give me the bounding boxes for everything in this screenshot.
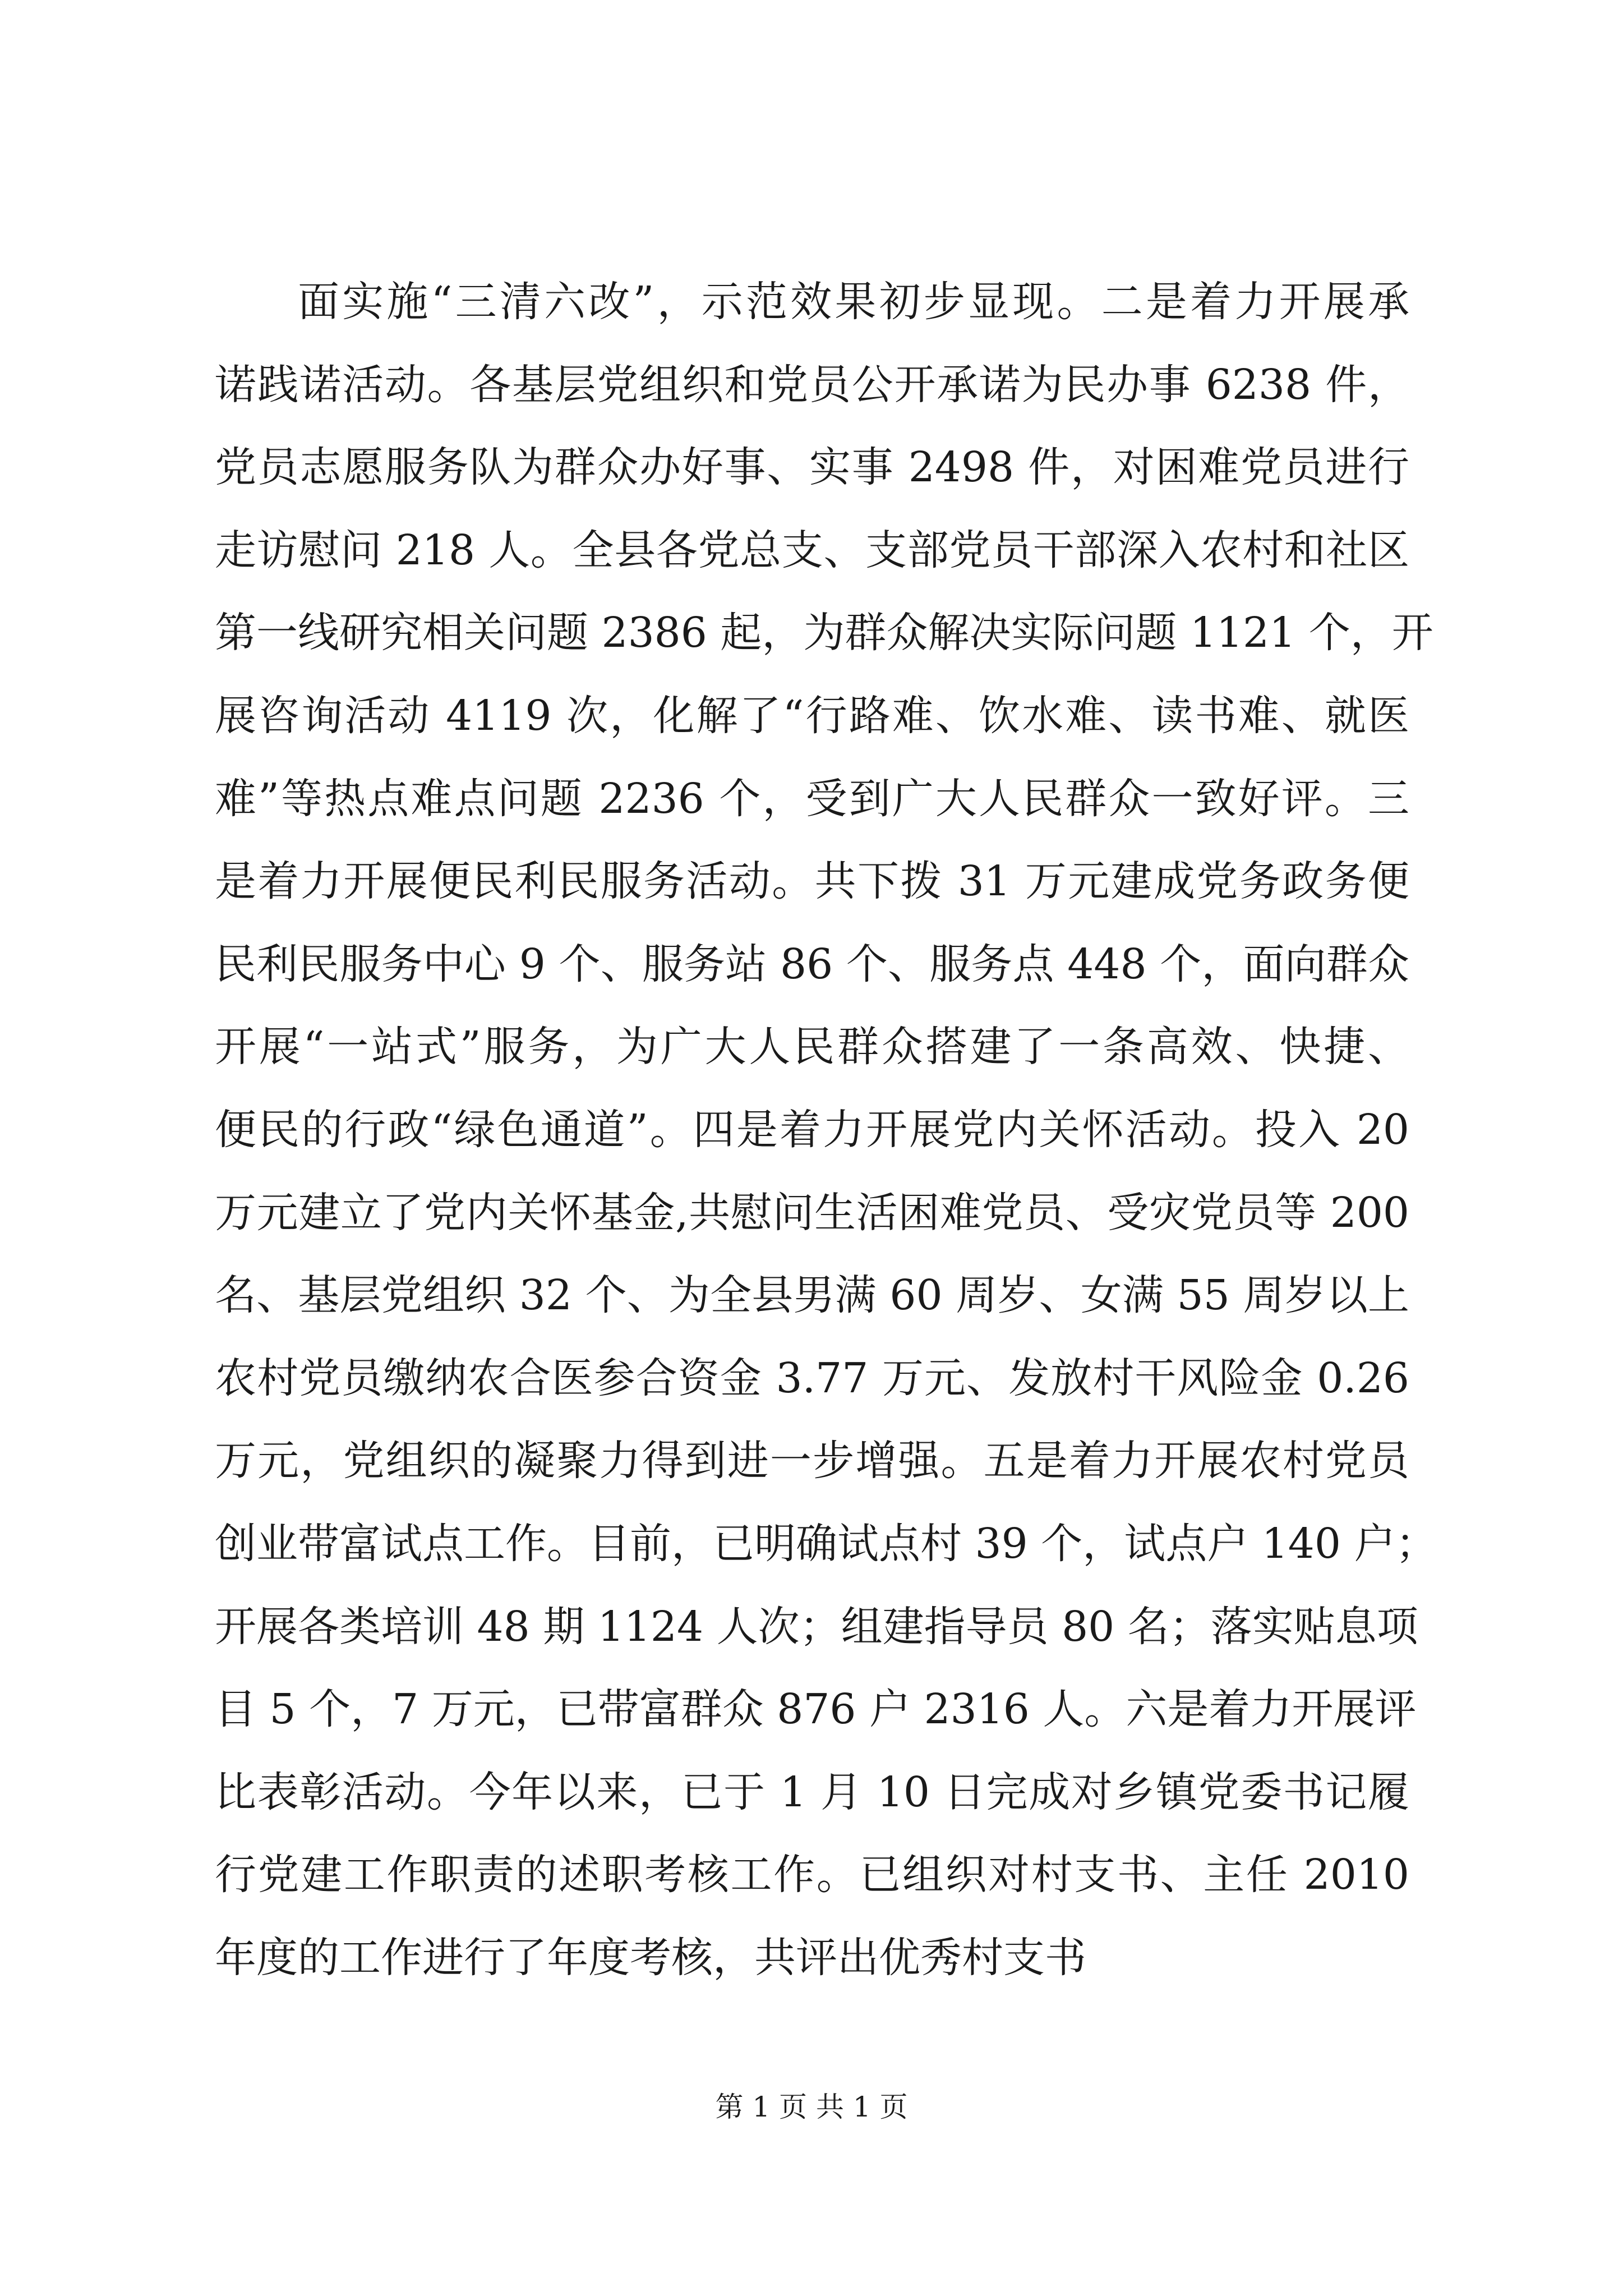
text-line: 难”等热点难点问题 2236 个，受到广大人民群众一致好评。三 <box>215 774 1409 823</box>
body-text <box>215 261 1437 1999</box>
text-line: 便民的行政“绿色通道”。四是着力开展党内关怀活动。投入 20 <box>215 1105 1409 1154</box>
text-line: 党员志愿服务队为群众办好事、实事 2498 件，对困难党员进行 <box>215 443 1409 492</box>
text-line: 走访慰问 218 人。全县各党总支、支部党员干部深入农村和社区 <box>215 526 1409 574</box>
text-line: 名、基层党组织 32 个、为全县男满 60 周岁、女满 55 周岁以上 <box>215 1271 1409 1320</box>
text-line: 展咨询活动 4119 次，化解了“行路难、饮水难、读书难、就医 <box>215 691 1409 740</box>
page-footer <box>0 2090 1623 2124</box>
page-number-label: 第 1 页 共 1 页 <box>715 2091 908 2123</box>
text-line: 民利民服务中心 9 个、服务站 86 个、服务点 448 个，面向群众 <box>215 940 1409 988</box>
text-line: 面实施“三清六改”，示范效果初步显现。二是着力开展承 <box>298 278 1409 326</box>
text-line: 诺践诺活动。各基层党组织和党员公开承诺为民办事 6238 件， <box>215 360 1409 409</box>
text-line: 是着力开展便民利民服务活动。共下拨 31 万元建成党务政务便 <box>215 857 1409 906</box>
text-line: 年度的工作进行了年度考核，共评出优秀村支书 <box>215 1933 1086 1982</box>
text-line: 农村党员缴纳农合医参合资金 3.77 万元、发放村干风险金 0.26 <box>215 1354 1409 1402</box>
text-line: 创业带富试点工作。目前，已明确试点村 39 个，试点户 140 户； <box>215 1519 1437 1568</box>
text-line: 开展各类培训 48 期 1124 人次；组建指导员 80 名；落实贴息项 <box>215 1602 1418 1651</box>
text-line: 开展“一站式”服务，为广大人民群众搭建了一条高效、快捷、 <box>215 1023 1409 1071</box>
text-line: 万元，党组织的凝聚力得到进一步增强。五是着力开展农村党员 <box>215 1437 1409 1485</box>
text-line: 目 5 个，7 万元，已带富群众 876 户 2316 人。六是着力开展评 <box>215 1685 1417 1734</box>
text-line: 比表彰活动。今年以来，已于 1 月 10 日完成对乡镇党委书记履 <box>215 1768 1409 1816</box>
text-line: 万元建立了党内关怀基金,共慰问生活困难党员、受灾党员等 200 <box>215 1188 1409 1237</box>
text-line: 行党建工作职责的述职考核工作。已组织对村支书、主任 2010 <box>215 1851 1409 1899</box>
text-line: 第一线研究相关问题 2386 起，为群众解决实际问题 1121 个，开 <box>215 609 1433 657</box>
